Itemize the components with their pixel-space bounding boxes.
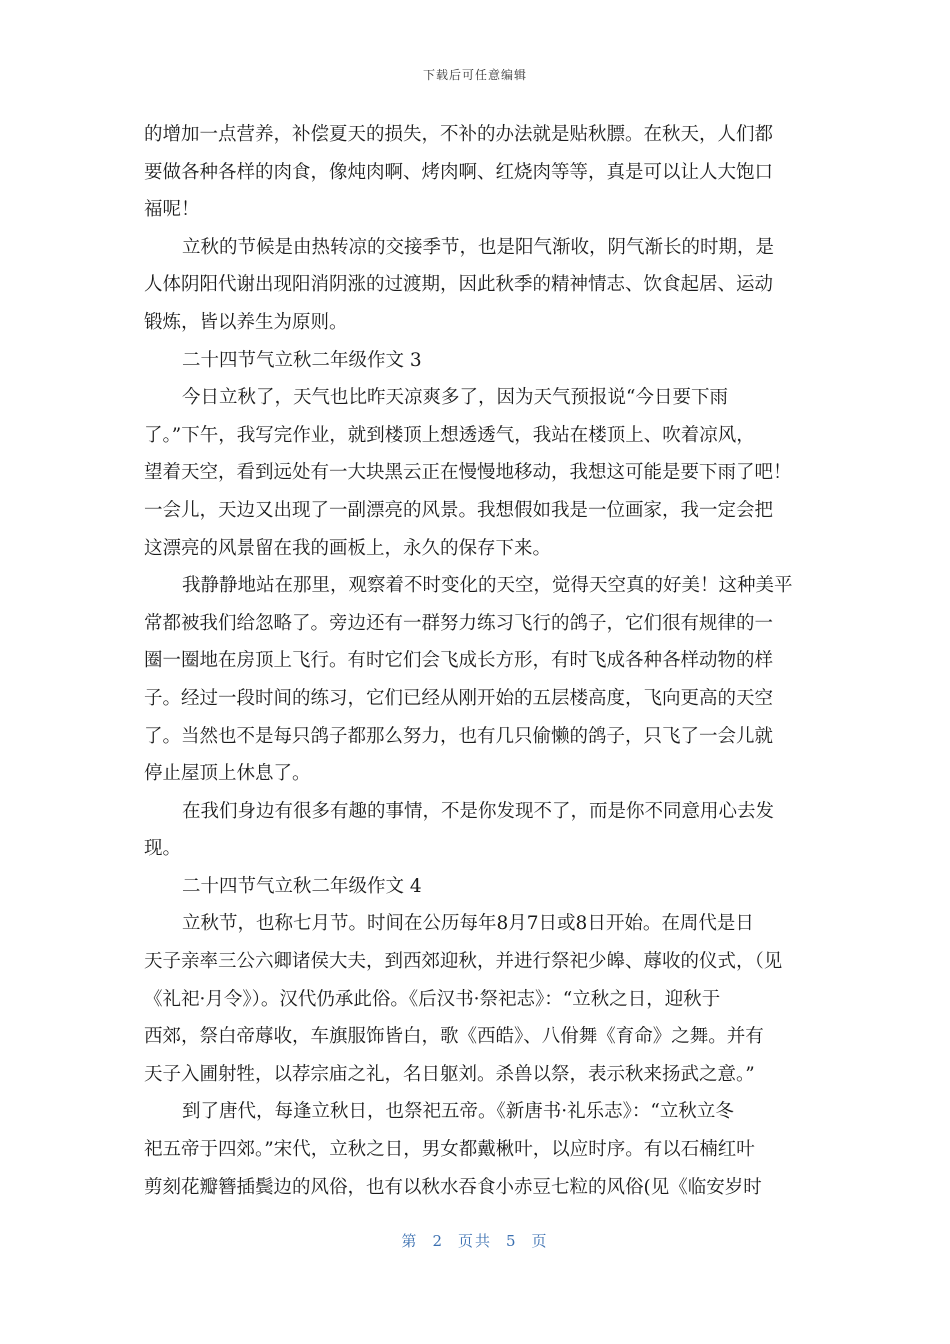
text-line: 圈一圈地在房顶上飞行。有时它们会飞成长方形，有时飞成各种各样动物的样 <box>144 650 774 672</box>
text-line: 二十四节气立秋二年级作文 3 <box>182 349 422 371</box>
text-line: 二十四节气立秋二年级作文 4 <box>182 875 422 897</box>
page-header: 下载后可任意编辑 <box>422 68 527 82</box>
text-line: 立秋节，也称七月节。时间在公历每年8月7日或8日开始。在周代是日 <box>182 913 754 935</box>
text-line: 祀五帝于四郊。”宋代，立秋之日，男女都戴楸叶，以应时序。有以石楠红叶 <box>144 1139 755 1161</box>
footer-current-page: 2 <box>432 1232 444 1250</box>
text-line: 了。当然也不是每只鸽子都那么努力，也有几只偷懒的鸽子，只飞了一会儿就 <box>144 725 774 747</box>
text-line: 今日立秋了，天气也比昨天凉爽多了，因为天气预报说“今日要下雨 <box>182 387 728 409</box>
text-line: 常都被我们给忽略了。旁边还有一群努力练习飞行的鸽子，它们很有规律的一 <box>144 612 774 634</box>
text-line: 人体阴阳代谢出现阳消阴涨的过渡期，因此秋季的精神情志、饮食起居、运动 <box>144 274 774 296</box>
text-line: 要做各种各样的肉食，像炖肉啊、烤肉啊、红烧肉等等，真是可以让人大饱口 <box>144 161 774 183</box>
text-line: 这漂亮的风景留在我的画板上，永久的保存下来。 <box>144 537 552 559</box>
text-line: 一会儿，天边又出现了一副漂亮的风景。我想假如我是一位画家，我一定会把 <box>144 499 774 521</box>
footer-total-pages: 5 <box>506 1232 518 1250</box>
text-line: 望着天空，看到远处有一大块黑云正在慢慢地移动，我想这可能是要下雨了吧！ <box>144 462 792 484</box>
page-footer <box>0 1230 950 1251</box>
text-line: 锻炼，皆以养生为原则。 <box>144 311 348 333</box>
text-line: 天子入圃射牲，以荐宗庙之礼，名日躯刘。杀兽以祭，表示秋来扬武之意。” <box>144 1063 755 1085</box>
text-line: 了。”下午，我写完作业，就到楼顶上想透透气，我站在楼顶上、吹着凉风， <box>144 424 755 446</box>
footer-prefix: 第 <box>401 1232 419 1250</box>
text-line: 的增加一点营养，补偿夏天的损失，不补的办法就是贴秋膘。在秋天，人们都 <box>144 124 774 145</box>
text-line: 天子亲率三公六卿诸侯大夫，到西郊迎秋，并进行祭祀少皞、蓐收的仪式，（见 <box>144 951 783 973</box>
text-line: 《礼祀·月令》）。汉代仍承此俗。《后汉书·祭祀志》：“立秋之日，迎秋于 <box>144 988 721 1010</box>
text-line: 子。经过一段时间的练习，它们已经从刚开始的五层楼高度，飞向更高的天空 <box>144 687 774 709</box>
text-line: 我静静地站在那里，观察着不时变化的天空，觉得天空真的好美！这种美平 <box>182 575 793 597</box>
document-body <box>144 116 808 1206</box>
text-line: 停止屋顶上休息了。 <box>144 763 311 785</box>
text-line: 剪刻花瓣簪插鬓边的风俗，也有以秋水吞食小赤豆七粒的风俗(见《临安岁时 <box>144 1176 762 1198</box>
text-line: 在我们身边有很多有趣的事情，不是你发现不了，而是你不同意用心去发 <box>182 800 775 822</box>
footer-middle: 页共 <box>457 1232 492 1250</box>
text-line: 福呢！ <box>144 199 200 221</box>
footer-suffix: 页 <box>531 1232 549 1250</box>
text-line: 西郊，祭白帝蓐收，车旗服饰皆白，歌《西皓》、八佾舞《育命》之舞。并有 <box>144 1026 764 1048</box>
text-line: 现。 <box>144 838 182 860</box>
text-line: 立秋的节候是由热转凉的交接季节，也是阳气渐收，阴气渐长的时期，是 <box>182 236 775 258</box>
text-line: 到了唐代，每逢立秋日，也祭祀五帝。《新唐书·礼乐志》：“立秋立冬 <box>182 1101 734 1123</box>
